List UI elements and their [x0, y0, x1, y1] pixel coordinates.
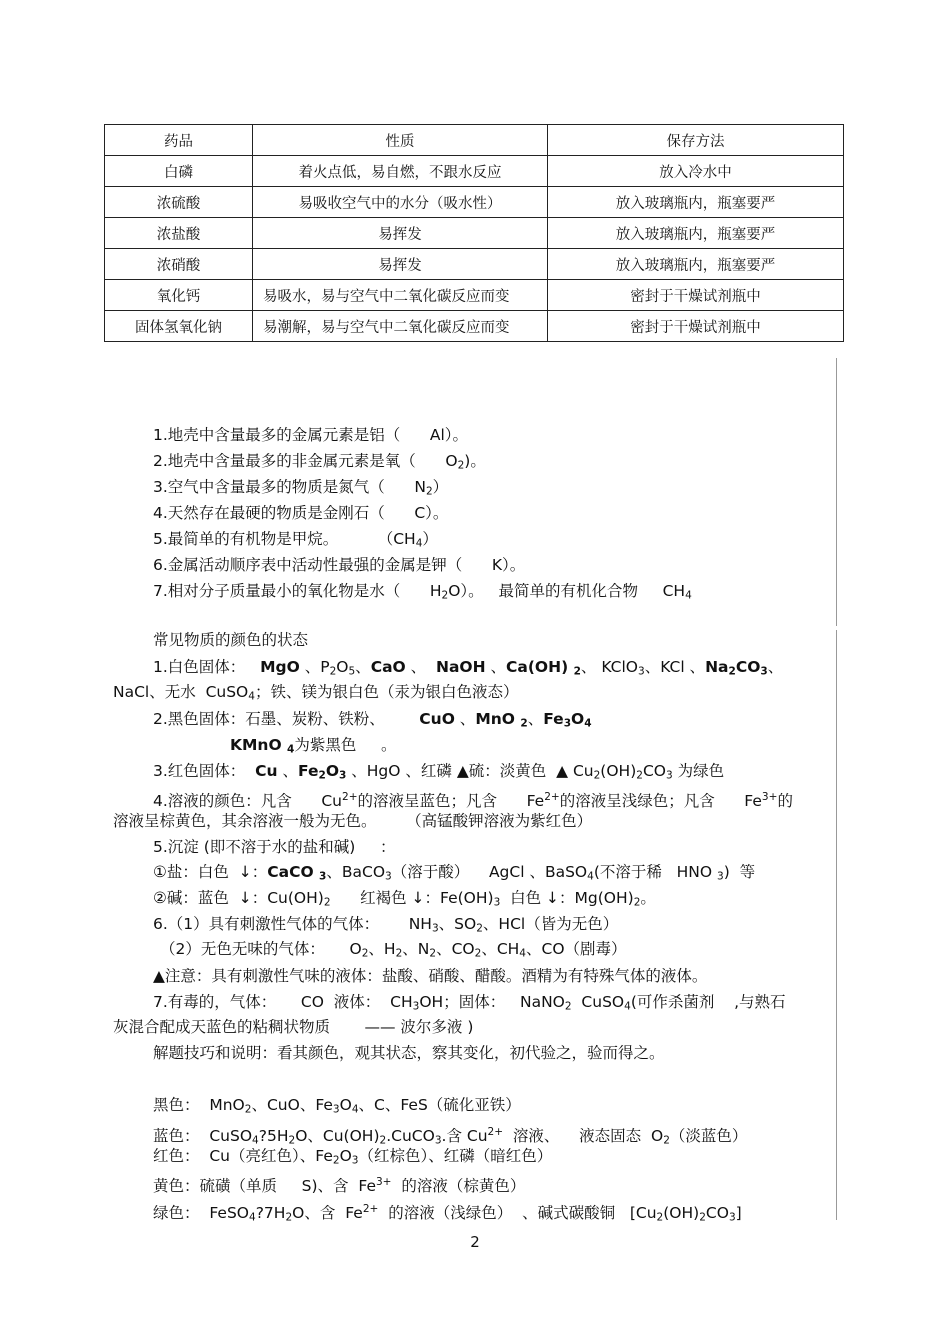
page-number: 2 — [470, 1233, 480, 1251]
storage-table — [104, 124, 844, 342]
toxic-line-2: 灰混合配成天蓝色的粘稠状物质 —— 波尔多液 ) — [113, 1018, 474, 1036]
solution-color-line: 4.溶液的颜色：凡含 $Cu^{2+}$的溶液呈蓝色；凡含 $Fe^{2+}$的溶液呈浅绿色；凡含 $Fe^{3+}$的 — [153, 791, 793, 810]
green-color-line: 绿色： $FeSO_4?7H_2O$、含 $Fe^{2+}$ 的溶液（浅绿色） 、碱式碳酸铜 $[Cu_2(OH)_2CO_3]$ — [153, 1203, 742, 1224]
precipitate-base-line: ②碱：蓝色 ↓：$Cu(OH)_2$ 红褐色 ↓：$Fe(OH)_3$ 白色 ↓：$Mg(OH)_2$。 — [153, 889, 656, 909]
most-item: 5.最简单的有机物是甲烷。 $(CH_4)$ — [153, 530, 438, 550]
table-cell: 密封于干燥试剂瓶中 — [548, 311, 844, 342]
gas-line: 6.（1）具有刺激性气体的气体： $NH_3$、$SO_2$、HCl（皆为无色） — [153, 915, 619, 935]
table-cell: 固体氢氧化钠 — [105, 311, 253, 342]
table-header-cell: 性质 — [253, 125, 548, 156]
red-solid-line: 3.红色固体： Cu 、$Fe_2O_3$ 、HgO 、红磷 ▲硫：淡黄色 ▲ $Cu_2(OH)_2CO_3$ 为绿色 — [153, 762, 725, 782]
table-cell: 白磷 — [105, 156, 253, 187]
table-cell: 易潮解，易与空气中二氧化碳反应而变 — [253, 311, 548, 342]
white-solid-line-2: NaCl、无水 CuSO$_4$；铁、镁为银白色（汞为银白色液态） — [113, 683, 519, 703]
table-cell: 氧化钙 — [105, 280, 253, 311]
section-title: 常见物质的颜色的状态 — [153, 631, 309, 649]
table-cell: 着火点低，易自燃，不跟水反应 — [253, 156, 548, 187]
table-row — [105, 156, 844, 187]
table-cell: 易挥发 — [253, 249, 548, 280]
yellow-color-line: 黄色：硫磺（单质 S)、含 $Fe^{3+}$ 的溶液（棕黄色） — [153, 1176, 526, 1195]
white-solid-line: 1.白色固体： MgO 、$P_2O_5$、CaO 、 NaOH 、Ca(OH) $_2$、 KClO$_3$、KCl 、$Na_2CO_3$、 — [153, 658, 784, 678]
blue-color-line: 蓝色： $CuSO_4?5H_2O$、$Cu(OH)_2.CuCO_3$.含 $Cu^{2+}$ 溶液、 液态固态 $O_2$（淡蓝色） — [153, 1126, 748, 1147]
table-row — [105, 187, 844, 218]
most-item: 3.空气中含量最多的物质是氮气（ $N_2$） — [153, 478, 449, 498]
table-header-cell: 保存方法 — [548, 125, 844, 156]
table-header-row — [105, 125, 844, 156]
table-header-cell: 药品 — [105, 125, 253, 156]
precipitate-salt-line: ①盐：白色 ↓：CaCO $_3$、BaCO$_3$（溶于酸） AgCl 、BaSO$_4$(不溶于稀 HNO $_3$) 等 — [153, 863, 756, 883]
black-solid-line: 2.黑色固体：石墨、炭粉、铁粉、 CuO 、MnO $_2$、$Fe_3O_4$ — [153, 710, 592, 730]
note-line: ▲注意：具有刺激性气味的液体：盐酸、硝酸、醋酸。酒精为有特殊气体的液体。 — [153, 967, 708, 985]
table-cell: 密封于干燥试剂瓶中 — [548, 280, 844, 311]
most-item: 2.地壳中含量最多的非金属元素是氧（ $O_2$)。 — [153, 452, 486, 472]
black-color-line: 黑色： MnO$_2$、CuO、$Fe_3O_4$、C、FeS（硫化亚铁） — [153, 1096, 521, 1116]
most-item: 6.金属活动顺序表中活动性最强的金属是钾（ K）。 — [153, 556, 526, 574]
table-cell: 放入玻璃瓶内，瓶塞要严 — [548, 187, 844, 218]
table-row — [105, 249, 844, 280]
table-row — [105, 311, 844, 342]
table-cell: 放入冷水中 — [548, 156, 844, 187]
most-item: 1.地壳中含量最多的金属元素是铝（ Al）。 — [153, 426, 469, 444]
table-cell: 易挥发 — [253, 218, 548, 249]
table-cell: 浓硫酸 — [105, 187, 253, 218]
toxic-line: 7.有毒的，气体： CO 液体： $CH_3OH$；固体： NaNO$_2$ CuSO$_4$(可作杀菌剂 ,与熟石 — [153, 993, 786, 1013]
precipitate-line: 5.沉淀 (即不溶于水的盐和碱) ： — [153, 838, 396, 856]
table-cell: 放入玻璃瓶内，瓶塞要严 — [548, 249, 844, 280]
storage-table-body — [105, 125, 844, 342]
black-solid-line-2: KMnO $_4$为紫黑色 。 — [230, 736, 397, 756]
table-cell: 易吸水，易与空气中二氧化碳反应而变 — [253, 280, 548, 311]
gas-line-2: （2）无色无味的气体： $O_2$、$H_2$、$N_2$、$CO_2$、$CH_4$、CO（剧毒） — [160, 940, 627, 960]
most-item: 4.天然存在最硬的物质是金刚石（ C）。 — [153, 504, 449, 522]
table-cell: 浓硝酸 — [105, 249, 253, 280]
table-row — [105, 280, 844, 311]
table-row — [105, 218, 844, 249]
tip-line: 解题技巧和说明：看其颜色，观其状态，察其变化，初代验之，验而得之。 — [153, 1044, 665, 1062]
most-item: 7.相对分子质量最小的氧化物是水（ $H_2O$）。 最简单的有机化合物 $CH_4$ — [153, 582, 692, 602]
table-cell: 易吸收空气中的水分（吸水性） — [253, 187, 548, 218]
table-cell: 浓盐酸 — [105, 218, 253, 249]
red-color-line: 红色： Cu（亮红色）、$Fe_2O_3$（红棕色）、红磷（暗红色） — [153, 1147, 553, 1167]
solution-color-line-2: 溶液呈棕黄色，其余溶液一般为无色。 （高锰酸钾溶液为紫红色） — [113, 812, 593, 830]
table-cell: 放入玻璃瓶内，瓶塞要严 — [548, 218, 844, 249]
